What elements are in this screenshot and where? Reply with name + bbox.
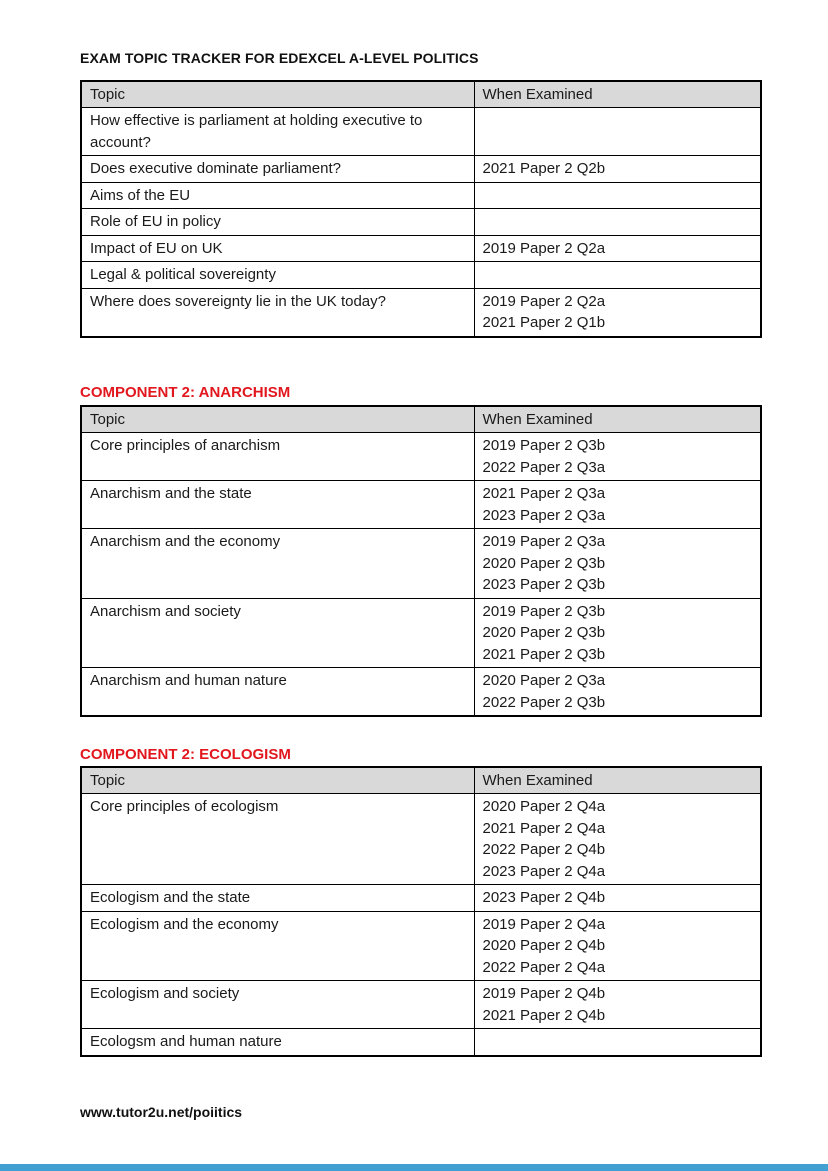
topic-cell: Role of EU in policy <box>81 209 474 236</box>
page-title: EXAM TOPIC TRACKER FOR EDEXCEL A-LEVEL POLITICS <box>80 50 479 66</box>
exam-entry: 2022 Paper 2 Q4b <box>482 841 606 858</box>
exam-entry: 2023 Paper 2 Q4a <box>482 862 606 880</box>
exam-entry: 2019 Paper 2 Q3b <box>482 602 606 620</box>
when-examined-cell <box>474 156 761 183</box>
exam-entry: 2019 Paper 2 Q2a <box>482 292 606 310</box>
topic-cell: Aims of the EU <box>81 182 474 209</box>
section-heading-ecologism: COMPONENT 2: ECOLOGISM <box>80 746 291 763</box>
table-row <box>81 481 761 529</box>
table-row <box>81 668 761 717</box>
table-header-row <box>81 767 761 794</box>
exam-entry: 2021 Paper 2 Q4b <box>482 1006 606 1024</box>
exam-entry: 2020 Paper 2 Q4a <box>482 798 606 815</box>
table-row <box>81 182 761 209</box>
table-row <box>81 1029 761 1056</box>
when-examined-cell <box>474 182 761 209</box>
table-row <box>81 911 761 981</box>
exam-topic-table-ecologism <box>80 766 762 1057</box>
when-examined-cell <box>474 1029 761 1056</box>
topic-cell: Anarchism and the state <box>81 481 474 529</box>
exam-topic-table-uk-politics <box>80 80 762 338</box>
column-header-topic: Topic <box>81 767 474 794</box>
table-row <box>81 598 761 668</box>
exam-entry: 2020 Paper 2 Q3a <box>482 672 606 689</box>
column-header-topic: Topic <box>81 406 474 433</box>
exam-entry: 2019 Paper 2 Q3b <box>482 437 606 454</box>
exam-entry: 2020 Paper 2 Q3b <box>482 624 606 641</box>
table-row <box>81 262 761 289</box>
table-header-row <box>81 81 761 108</box>
when-examined-cell <box>474 235 761 262</box>
table-row <box>81 794 761 885</box>
column-header-when-examined: When Examined <box>474 406 761 433</box>
table-row <box>81 885 761 912</box>
table-row <box>81 433 761 481</box>
topic-cell: Anarchism and the economy <box>81 529 474 599</box>
table-row <box>81 156 761 183</box>
exam-entry: 2021 Paper 2 Q1b <box>482 314 606 331</box>
exam-entry: 2023 Paper 2 Q4b <box>482 889 606 906</box>
topic-cell: Anarchism and human nature <box>81 668 474 717</box>
when-examined-cell <box>474 481 761 529</box>
topic-cell: Ecologism and the economy <box>81 911 474 981</box>
topic-cell: Core principles of ecologism <box>81 794 474 885</box>
bottom-accent-bar <box>0 1164 828 1171</box>
topic-cell: Core principles of anarchism <box>81 433 474 481</box>
when-examined-cell <box>474 433 761 481</box>
section-heading-anarchism: COMPONENT 2: ANARCHISM <box>80 384 291 401</box>
topic-cell: Ecologsm and human nature <box>81 1029 474 1056</box>
exam-entry: 2019 Paper 2 Q4b <box>482 985 606 1002</box>
exam-entry: 2020 Paper 2 Q3b <box>482 554 606 572</box>
topic-cell: Legal & political sovereignty <box>81 262 474 289</box>
when-examined-cell <box>474 911 761 981</box>
when-examined-cell <box>474 288 761 337</box>
column-header-when-examined: When Examined <box>474 767 761 794</box>
topic-cell: Ecologism and society <box>81 981 474 1029</box>
table-row <box>81 288 761 337</box>
table-header-row <box>81 406 761 433</box>
when-examined-cell <box>474 529 761 599</box>
when-examined-cell <box>474 981 761 1029</box>
column-header-topic: Topic <box>81 81 474 108</box>
topic-cell: Anarchism and society <box>81 598 474 668</box>
column-header-when-examined: When Examined <box>474 81 761 108</box>
table-row <box>81 235 761 262</box>
table-row <box>81 209 761 236</box>
exam-entry: 2019 Paper 2 Q2a <box>482 239 606 257</box>
exam-entry: 2022 Paper 2 Q3b <box>482 693 606 711</box>
exam-entry: 2021 Paper 2 Q2b <box>482 160 606 177</box>
exam-topic-table-anarchism <box>80 405 762 717</box>
topic-cell: Where does sovereignty lie in the UK today? <box>81 288 474 337</box>
exam-entry: 2022 Paper 2 Q3a <box>482 458 606 476</box>
topic-cell: Impact of EU on UK <box>81 235 474 262</box>
topic-cell: How effective is parliament at holding executive to account? <box>81 108 474 156</box>
table-row <box>81 981 761 1029</box>
exam-entry: 2021 Paper 2 Q4a <box>482 819 606 837</box>
when-examined-cell <box>474 794 761 885</box>
exam-entry: 2021 Paper 2 Q3a <box>482 485 606 502</box>
topic-cell: Does executive dominate parliament? <box>81 156 474 183</box>
when-examined-cell <box>474 108 761 156</box>
exam-entry: 2023 Paper 2 Q3a <box>482 506 606 524</box>
exam-entry: 2019 Paper 2 Q3a <box>482 533 606 550</box>
exam-entry: 2023 Paper 2 Q3b <box>482 576 606 593</box>
when-examined-cell <box>474 598 761 668</box>
when-examined-cell <box>474 885 761 912</box>
table-row <box>81 108 761 156</box>
when-examined-cell <box>474 668 761 717</box>
when-examined-cell <box>474 262 761 289</box>
exam-entry: 2020 Paper 2 Q4b <box>482 937 606 954</box>
topic-cell: Ecologism and the state <box>81 885 474 912</box>
exam-entry: 2021 Paper 2 Q3b <box>482 645 606 663</box>
table-row <box>81 529 761 599</box>
exam-entry: 2022 Paper 2 Q4a <box>482 958 606 976</box>
exam-entry: 2019 Paper 2 Q4a <box>482 915 606 933</box>
footer-url: www.tutor2u.net/poiitics <box>80 1104 243 1120</box>
when-examined-cell <box>474 209 761 236</box>
